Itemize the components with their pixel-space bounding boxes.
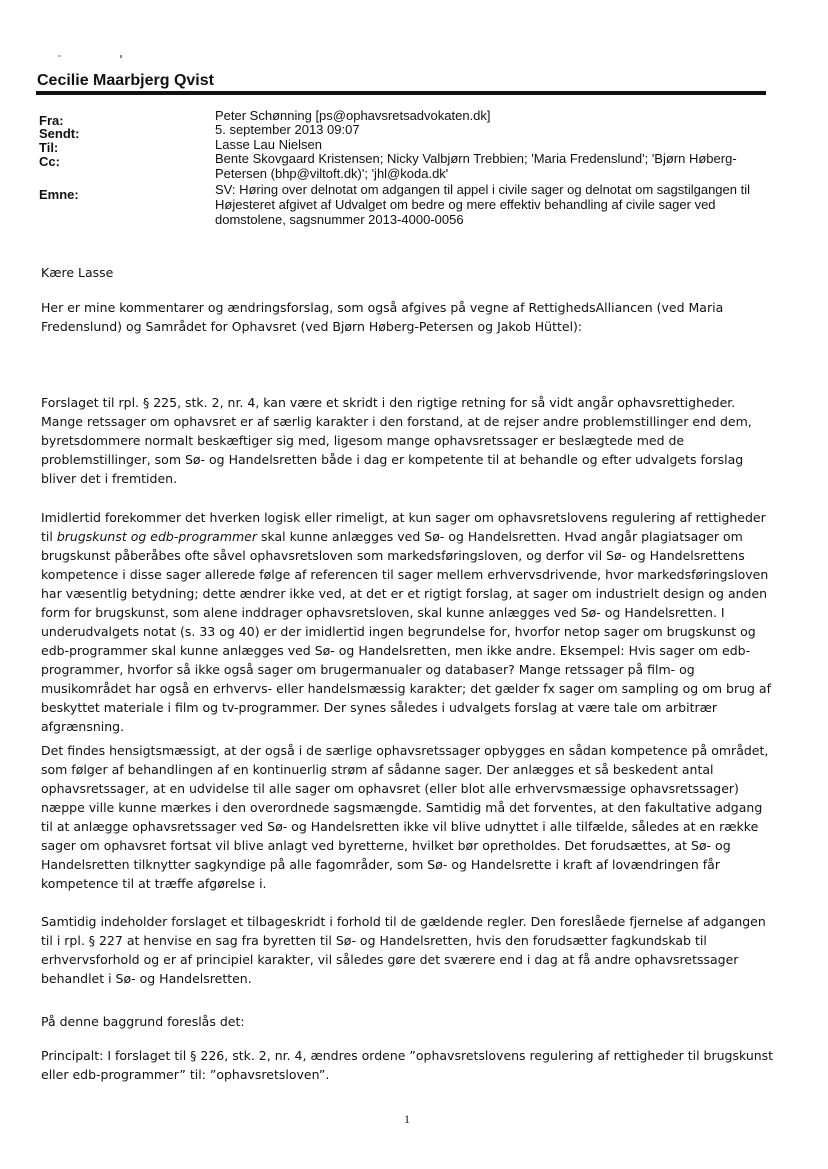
- from-value: Peter Schønning [ps@ophavsretsadvokaten.dk]: [215, 108, 491, 123]
- paragraph-5-text: På denne baggrund foreslås det:: [41, 1014, 245, 1029]
- paragraph-2: [41, 508, 776, 736]
- page-number: 1: [404, 1112, 410, 1126]
- scan-speck: [120, 55, 122, 58]
- from-label: Fra:: [39, 113, 64, 128]
- sent-value: 5. september 2013 09:07: [215, 122, 360, 137]
- sent-label: Sendt:: [39, 126, 80, 141]
- subject-value: SV: Høring over delnotat om adgangen til appel i civile sager og delnotat om sagstilgangen til Højesteret afgivet af Udvalget om bedre og mere effektiv behandling af civile sager ved domstolene, sagsnummer 2013-4000-0056: [215, 182, 750, 227]
- paragraph-2-italic: brugskunst og edb-programmer: [56, 529, 258, 544]
- subject-label: Emne:: [39, 187, 79, 202]
- cc-value: Bente Skovgaard Kristensen; Nicky Valbjørn Trebbien; 'Maria Fredenslund'; 'Bjørn Høberg-Petersen (bhp@viltoft.dk)'; 'jhl@koda.dk': [215, 151, 737, 181]
- paragraph-4: [41, 912, 776, 988]
- greeting: [41, 263, 776, 282]
- scan-speck: [58, 55, 61, 57]
- paragraph-4-text: Samtidig indeholder forslaget et tilbageskridt i forhold til de gældende regler. Den foreslåede fjernelse af adgangen til i rpl. § 227 at henvise en sag fra byretten til Sø- og Handelsretten, hvis den forudsætter fagkundskab til erhvervsforhold og er af principiel karakter, vil således gøre det sværere end i dag at få andre ophavsretssager behandlet i Sø- og Handelsretten.: [41, 914, 766, 986]
- cc-label: Cc:: [39, 154, 60, 169]
- paragraph-1-text: Forslaget til rpl. § 225, stk. 2, nr. 4, kan være et skridt i den rigtige retning for så vidt angår ophavsrettigheder. Mange retssager om ophavsret er af særlig karakter i den forstand, at de rejser andre problemstillinger end dem, byretsdommere normalt beskæftiger sig med, ligesom mange ophavsretssager er beslægtede med de problemstillinger, som Sø- og Handelsretten både i dag er kompetente til at behandle og efter udvalgets forslag bliver det i fremtiden.: [41, 395, 752, 486]
- paragraph-2-text: [41, 508, 776, 736]
- header-rule: [36, 91, 766, 95]
- paragraph-2-end: skal kunne anlægges ved Sø- og Handelsretten. Hvad angår plagiatsager om brugskunst påberåbes ofte såvel ophavsretsloven som markedsføringsloven, og derfor vil Sø- og Handelsrettens kompetence i disse sager allerede følge af referencen til sager mellem erhvervsdrivende, hvor markedsføringsloven har væsentlig betydning; dette ændrer ikke ved, at det er et rigtigt forslag, at sager om industrielt design og anden form for brugskunst, som alene inddrager ophavsretsloven, skal kunne anlægges ved Sø- og Handelsretten. I underudvalgets notat (s. 33 og 40) er der imidlertid ingen begrundelse for, hvorfor netop sager om brugskunst og edb-programmer skal kunne anlægges ved Sø- og Handelsretten, men ikke andre. Eksempel: Hvis sager om edb-programmer, hvorfor så ikke også sager om brugermanualer og databaser? Mange retssager på film- og musikområdet har også en erhvervs- eller handelsmæssig karakter; det gælder fx sager om sampling og om brug af beskyttet materiale i film og tv-programmer. Der synes således i udvalgets forslag at være tale om arbitrær afgrænsning.: [41, 529, 771, 734]
- to-value: Lasse Lau Nielsen: [215, 137, 322, 152]
- paragraph-3-text: Det findes hensigtsmæssigt, at der også i de særlige ophavsretssager opbygges en sådan kompetence på området, som følger af behandlingen af en kontinuerlig strøm af sådanne sager. Der anlægges et så beskedent antal ophavsretssager, at en udvidelse til alle sager om ophavsret (eller blot alle erhvervsmæssige ophavsretssager) næppe ville kunne mærkes i den overordnede sagsmængde. Samtidig må det forventes, at den fakultative adgang til at anlægge ophavsretssager ved Sø- og Handelsretten ikke vil blive udnyttet i alle tilfælde, således at en række sager om ophavsret fortsat vil blive anlagt ved byretterne, hvilket bør opretholdes. Det forudsættes, at Sø- og Handelsretten tilknytter sagkyndige på alle fagområder, som Sø- og Handelsrette i kraft af lovændringen får kompetence til at træffe afgørelse i.: [41, 743, 769, 891]
- paragraph-3: [41, 741, 776, 893]
- paragraph-6: [41, 1046, 776, 1084]
- paragraph-6-text: Principalt: I forslaget til § 226, stk. 2, nr. 4, ændres ordene ”ophavsretslovens regulering af rettigheder til brugskunst eller edb-programmer” til: ”ophavsretsloven”.: [41, 1048, 774, 1082]
- greeting-text: Kære Lasse: [41, 265, 114, 280]
- sender-name: Cecilie Maarbjerg Qvist: [37, 72, 214, 89]
- paragraph-1: [41, 393, 776, 488]
- paragraph-2-start: Imidlertid forekommer det hverken logisk eller rimeligt, at kun sager om ophavsretslovens regulering af rettigheder til: [41, 510, 766, 544]
- intro-text: Her er mine kommentarer og ændringsforslag, som også afgives på vegne af RettighedsAlliancen (ved Maria Fredenslund) og Samrådet for Ophavsret (ved Bjørn Høberg-Petersen og Jakob Hüttel):: [41, 300, 724, 334]
- paragraph-5: [41, 1012, 776, 1031]
- intro-paragraph: [41, 298, 776, 336]
- to-label: Til:: [39, 140, 59, 155]
